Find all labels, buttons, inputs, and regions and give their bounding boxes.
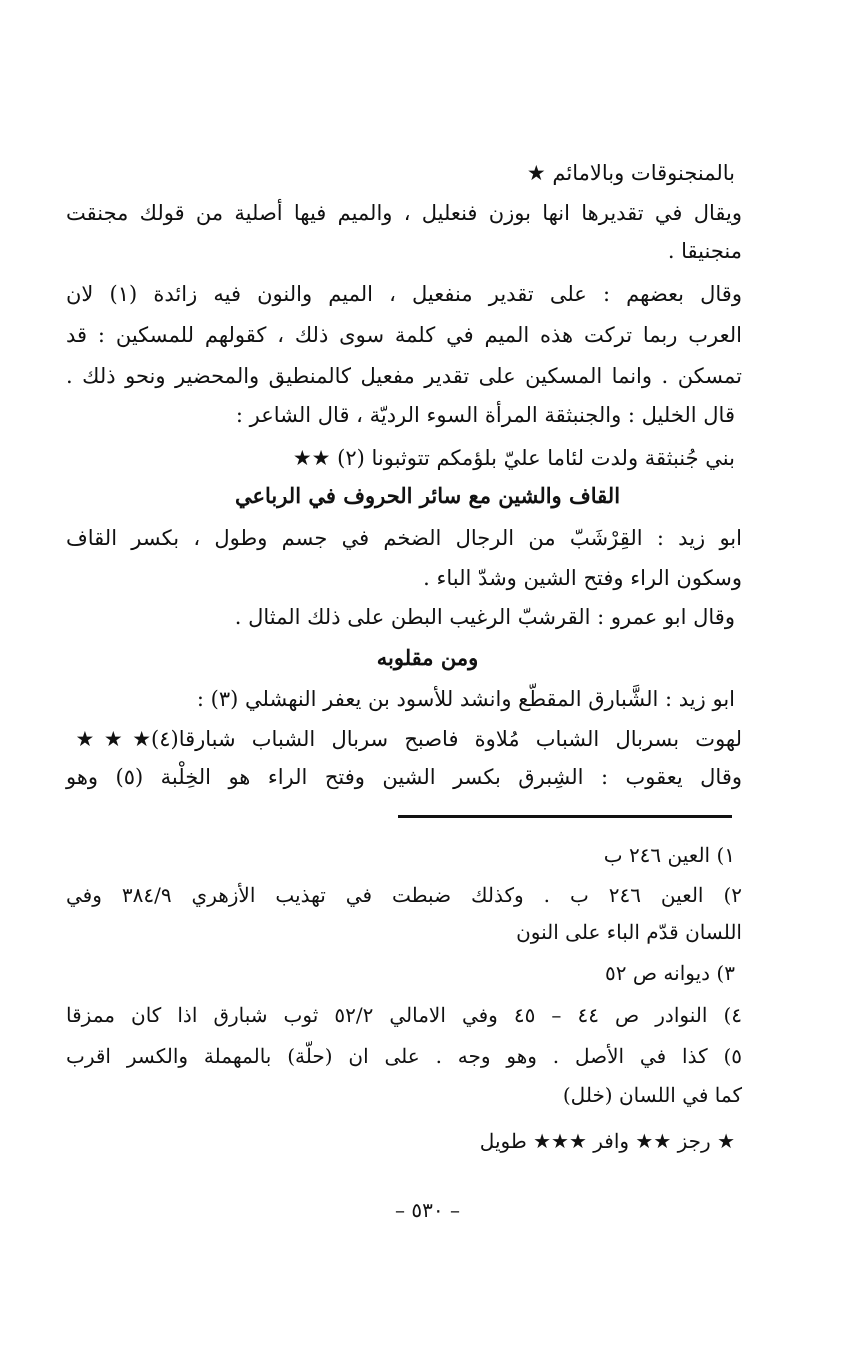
body-line-7: قال الخليل : والجنبثقة المرأة السوء الرديّة ، قال الشاعر : [235,403,735,427]
footnote-2-cont: اللسان قدّم الباء على النون [516,920,742,944]
verse-line-1: بني جُنبثقة ولدت لئاما عليّ بلؤمكم تتوثبونا (٢) ★★ [292,446,735,470]
body-line-3: منجنيقا . [667,239,742,263]
footnote-4: ٤) النوادر ص ٤٤ – ٤٥ وفي الامالي ٥٢/٢ ثوب شبارق اذا كان ممزقا [66,1003,742,1027]
footnote-2: ٢) العين ٢٤٦ ب . وكذلك ضبطت في تهذيب الأزهري ٣٨٤/٩ وفي [66,883,743,907]
body-line-2: ويقال في تقديرها انها بوزن فنعليل ، والميم فيها أصلية من قولك مجنقت [66,201,742,225]
footnote-5: ٥) كذا في الأصل . وهو وجه . على ان (حلّة) بالمهملة والكسر اقرب [66,1044,742,1068]
section-heading: القاف والشين مع سائر الحروف في الرباعي [234,483,621,508]
body-line-8: ابو زيد : القِرْشَبّ من الرجال الضخم في جسم وطول ، بكسر القاف [66,526,742,550]
body-line-12: وقال يعقوب : الشِبرق بكسر الشين وفتح الراء هو الخِلْبة (٥) وهو [66,765,742,789]
body-line-10: وقال ابو عمرو : القرشبّ الرغيب البطن على ذلك المثال . [234,605,735,629]
verse-line-2: لهوت بسربال الشباب مُلاوة فاصبح سربال الشباب شبارقا(٤)★★★ [66,727,743,751]
body-line-11: ابو زيد : الشَّبارق المقطّع وانشد للأسود بن يعفر النهشلي (٣) : [196,687,735,711]
body-line-5: العرب ربما تركت هذه الميم في كلمة سوى ذلك ، كقولهم للمسكين : قد [66,323,742,347]
footnote-divider [398,815,732,818]
footnote-3: ٣) ديوانه ص ٥٢ [605,961,735,985]
page-number: – ٥٣٠ – [395,1198,460,1222]
footnote-1: ١) العين ٢٤٦ ب [603,843,735,867]
body-line-9: وسكون الراء وفتح الشين وشدّ الباء . [423,566,742,590]
meter-legend: ★ رجز ★★ وافر ★★★ طويل [479,1129,735,1153]
body-line-1: بالمنجنوقات وبالامائم ★ [526,161,735,185]
body-line-4: وقال بعضهم : على تقدير منفعيل ، الميم والنون فيه زائدة (١) لان [66,282,742,306]
footnote-5-cont: كما في اللسان (خلل) [562,1083,742,1107]
subsection-heading: ومن مقلوبه [376,645,479,670]
body-line-6: تمسكن . وانما المسكين على تقدير مفعيل كالمنطيق والمحضير ونحو ذلك . [66,364,742,388]
